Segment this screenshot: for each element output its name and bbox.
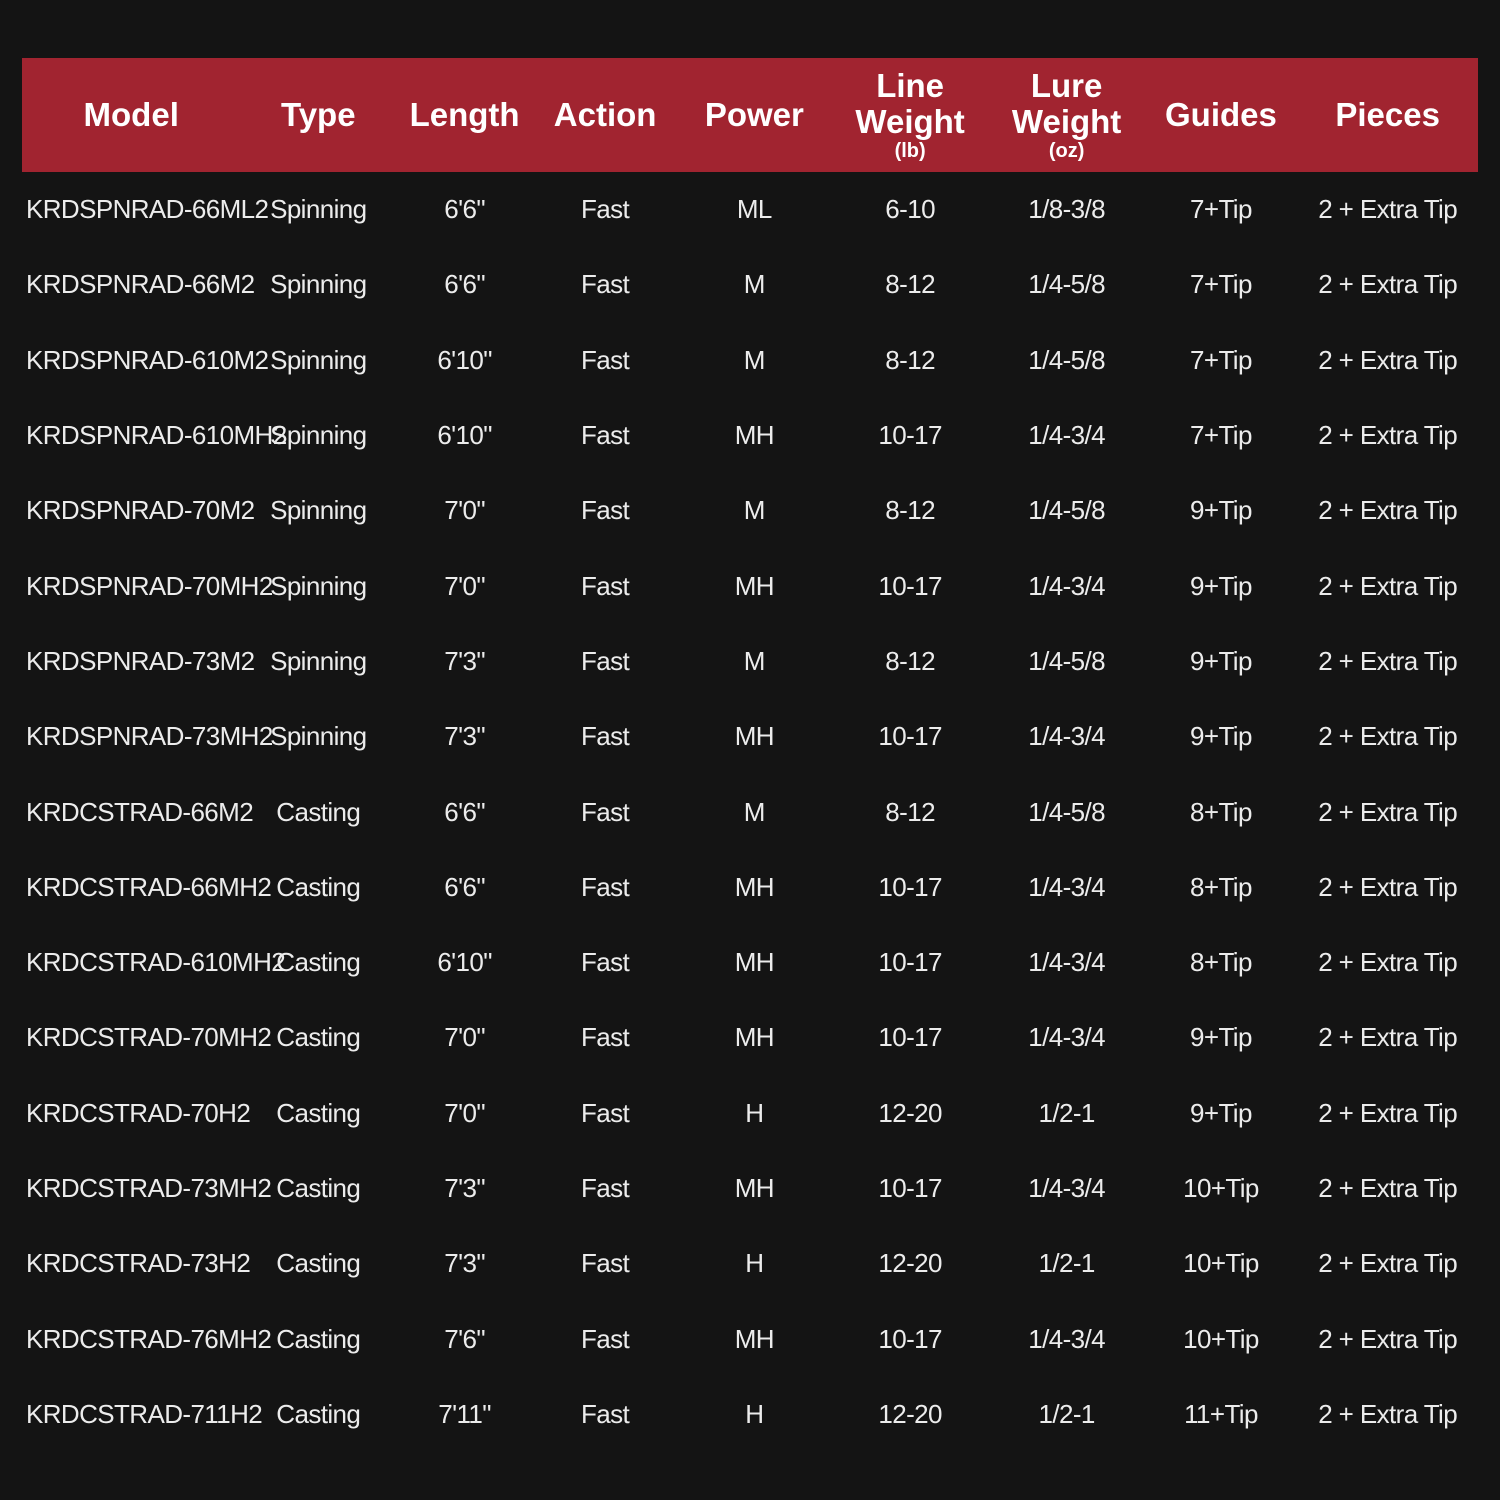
column-header-label: Guides [1165, 96, 1277, 134]
column-header-length [396, 97, 533, 133]
cell-guides: 10+Tip [1183, 1323, 1259, 1354]
cell-power: MH [734, 420, 774, 451]
cell-pieces: 2 + Extra Tip [1318, 947, 1458, 978]
column-header-label: Length [409, 96, 520, 134]
cell-action: Fast [581, 344, 630, 375]
cell-power: MH [734, 570, 774, 601]
cell-guides: 9+Tip [1190, 570, 1252, 601]
cell-type: Spinning [270, 194, 367, 225]
cell-guides: 9+Tip [1190, 1097, 1252, 1128]
column-header-line-weight [832, 68, 989, 161]
cell-pieces: 2 + Extra Tip [1318, 1022, 1458, 1053]
cell-power: M [743, 269, 765, 300]
cell-lure-weight: 1/4-5/8 [1028, 344, 1105, 375]
cell-lure-weight: 1/2-1 [1038, 1398, 1095, 1429]
table-row [22, 1151, 1478, 1226]
cell-guides: 9+Tip [1190, 495, 1252, 526]
cell-lure-weight: 1/4-5/8 [1028, 495, 1105, 526]
table-row [22, 1000, 1478, 1075]
cell-lure-weight: 1/4-3/4 [1028, 947, 1105, 978]
table-row [22, 925, 1478, 1000]
cell-pieces: 2 + Extra Tip [1318, 645, 1458, 676]
cell-line-weight: 12-20 [878, 1097, 942, 1128]
column-header-label: Type [280, 96, 356, 134]
cell-pieces: 2 + Extra Tip [1318, 420, 1458, 451]
cell-pieces: 2 + Extra Tip [1318, 1248, 1458, 1279]
cell-type: Casting [276, 1323, 361, 1354]
cell-model: KRDCSTRAD-610MH2 [26, 947, 286, 978]
cell-lure-weight: 1/4-3/4 [1028, 871, 1105, 902]
cell-line-weight: 10-17 [878, 721, 942, 752]
cell-length: 6'10" [437, 420, 492, 451]
table-row [22, 548, 1478, 623]
cell-action: Fast [581, 1022, 630, 1053]
cell-length: 7'6" [444, 1323, 485, 1354]
cell-length: 7'3" [444, 1173, 485, 1203]
table-row [22, 624, 1478, 699]
cell-pieces: 2 + Extra Tip [1318, 871, 1458, 902]
cell-line-weight: 10-17 [878, 947, 942, 978]
cell-action: Fast [581, 947, 630, 978]
cell-pieces: 2 + Extra Tip [1318, 796, 1458, 827]
cell-model: KRDCSTRAD-66M2 [26, 796, 254, 827]
cell-action: Fast [581, 796, 630, 827]
cell-length: 6'6" [444, 194, 485, 225]
cell-power: MH [734, 947, 774, 978]
cell-pieces: 2 + Extra Tip [1318, 344, 1458, 375]
column-header-guides [1145, 97, 1298, 133]
cell-action: Fast [581, 495, 630, 526]
cell-model: KRDCSTRAD-76MH2 [26, 1323, 272, 1354]
cell-line-weight: 12-20 [878, 1248, 942, 1279]
cell-model: KRDSPNRAD-70MH2 [26, 570, 273, 601]
cell-line-weight: 8-12 [885, 645, 935, 676]
cell-pieces: 2 + Extra Tip [1318, 269, 1458, 300]
column-header-label: Action [553, 96, 657, 134]
cell-action: Fast [581, 871, 630, 902]
cell-action: Fast [581, 420, 630, 451]
cell-guides: 9+Tip [1190, 645, 1252, 676]
table-row [22, 172, 1478, 247]
cell-pieces: 2 + Extra Tip [1318, 721, 1458, 752]
cell-model: KRDCSTRAD-66MH2 [26, 871, 272, 902]
cell-lure-weight: 1/4-5/8 [1028, 796, 1105, 827]
cell-type: Casting [276, 1097, 361, 1128]
cell-model: KRDCSTRAD-711H2 [26, 1398, 263, 1429]
cell-model: KRDSPNRAD-66ML2 [26, 194, 269, 225]
cell-action: Fast [581, 1323, 630, 1354]
cell-power: MH [734, 1323, 774, 1354]
cell-pieces: 2 + Extra Tip [1318, 1173, 1458, 1203]
cell-line-weight: 8-12 [885, 495, 935, 526]
column-header-label: Pieces [1335, 96, 1440, 134]
cell-lure-weight: 1/2-1 [1038, 1248, 1095, 1279]
cell-model: KRDSPNRAD-610M2 [26, 344, 269, 375]
cell-guides: 7+Tip [1190, 420, 1252, 451]
cell-length: 7'3" [444, 1248, 485, 1279]
table-row [22, 1301, 1478, 1376]
cell-model: KRDCSTRAD-73H2 [26, 1248, 251, 1279]
cell-pieces: 2 + Extra Tip [1318, 194, 1458, 225]
cell-type: Spinning [270, 344, 367, 375]
cell-line-weight: 8-12 [885, 344, 935, 375]
cell-lure-weight: 1/4-5/8 [1028, 645, 1105, 676]
column-header-power [677, 97, 831, 133]
cell-guides: 10+Tip [1183, 1248, 1259, 1279]
cell-lure-weight: 1/4-3/4 [1028, 1323, 1105, 1354]
cell-power: MH [734, 721, 774, 752]
column-header-label: Power [704, 96, 804, 134]
cell-power: M [743, 495, 765, 526]
cell-type: Casting [276, 1248, 361, 1279]
cell-power: M [743, 344, 765, 375]
cell-pieces: 2 + Extra Tip [1318, 1097, 1458, 1128]
table-row [22, 1076, 1478, 1151]
cell-lure-weight: 1/4-3/4 [1028, 1022, 1105, 1053]
cell-model: KRDSPNRAD-73MH2 [26, 721, 273, 752]
cell-power: MH [734, 871, 774, 902]
column-header-lure-weight [989, 68, 1145, 161]
cell-power: H [745, 1248, 764, 1279]
table-row [22, 850, 1478, 925]
cell-length: 7'11" [438, 1398, 491, 1429]
cell-model: KRDSPNRAD-610MH2 [26, 420, 287, 451]
table-row [22, 1377, 1478, 1452]
cell-action: Fast [581, 721, 630, 752]
cell-guides: 7+Tip [1190, 194, 1252, 225]
cell-length: 7'0" [444, 495, 485, 526]
cell-type: Casting [276, 796, 361, 827]
column-header-model [22, 97, 240, 133]
cell-guides: 8+Tip [1190, 947, 1252, 978]
column-header-label: Lure Weight [1011, 67, 1122, 140]
column-header-unit: (lb) [894, 139, 926, 162]
cell-power: H [745, 1097, 764, 1128]
table-row [22, 473, 1478, 548]
cell-line-weight: 10-17 [878, 1022, 942, 1053]
cell-length: 6'10" [437, 344, 492, 375]
cell-lure-weight: 1/4-5/8 [1028, 269, 1105, 300]
cell-pieces: 2 + Extra Tip [1318, 1398, 1458, 1429]
cell-model: KRDSPNRAD-73M2 [26, 645, 255, 676]
cell-type: Spinning [270, 495, 367, 526]
cell-type: Casting [276, 871, 361, 902]
cell-guides: 8+Tip [1190, 796, 1252, 827]
cell-type: Spinning [270, 420, 367, 451]
cell-type: Casting [276, 947, 361, 978]
cell-line-weight: 10-17 [878, 871, 942, 902]
cell-power: ML [736, 194, 772, 225]
cell-type: Casting [276, 1398, 361, 1429]
cell-guides: 7+Tip [1190, 344, 1252, 375]
table-body [22, 172, 1478, 1452]
cell-length: 6'6" [444, 871, 485, 902]
cell-line-weight: 10-17 [878, 420, 942, 451]
cell-model: KRDSPNRAD-66M2 [26, 269, 255, 300]
table-row [22, 323, 1478, 398]
cell-line-weight: 10-17 [878, 1173, 942, 1203]
table-row [22, 398, 1478, 473]
cell-power: M [743, 645, 765, 676]
cell-action: Fast [581, 1173, 630, 1203]
cell-length: 7'0" [444, 1097, 485, 1128]
table-row [22, 1226, 1478, 1301]
cell-lure-weight: 1/4-3/4 [1028, 420, 1105, 451]
cell-type: Casting [276, 1173, 361, 1203]
cell-model: KRDCSTRAD-73MH2 [26, 1173, 272, 1203]
cell-power: H [745, 1398, 764, 1429]
cell-length: 7'3" [444, 721, 485, 752]
cell-guides: 9+Tip [1190, 1022, 1252, 1053]
cell-lure-weight: 1/4-3/4 [1028, 1173, 1105, 1203]
cell-action: Fast [581, 570, 630, 601]
cell-lure-weight: 1/4-3/4 [1028, 570, 1105, 601]
cell-length: 6'10" [437, 947, 492, 978]
cell-pieces: 2 + Extra Tip [1318, 495, 1458, 526]
cell-model: KRDSPNRAD-70M2 [26, 495, 255, 526]
cell-line-weight: 8-12 [885, 796, 935, 827]
cell-type: Spinning [270, 269, 367, 300]
cell-pieces: 2 + Extra Tip [1318, 1323, 1458, 1354]
column-header-type [240, 97, 396, 133]
cell-action: Fast [581, 194, 630, 225]
cell-type: Spinning [270, 721, 367, 752]
cell-guides: 10+Tip [1183, 1173, 1259, 1203]
cell-lure-weight: 1/4-3/4 [1028, 721, 1105, 752]
cell-type: Spinning [270, 570, 367, 601]
column-header-pieces [1297, 97, 1478, 133]
cell-model: KRDCSTRAD-70H2 [26, 1097, 251, 1128]
cell-power: MH [734, 1022, 774, 1053]
cell-length: 7'0" [444, 1022, 485, 1053]
cell-line-weight: 8-12 [885, 269, 935, 300]
table-row [22, 699, 1478, 774]
cell-pieces: 2 + Extra Tip [1318, 570, 1458, 601]
table-row [22, 774, 1478, 849]
cell-power: M [743, 796, 765, 827]
cell-type: Spinning [270, 645, 367, 676]
cell-line-weight: 6-10 [885, 194, 935, 225]
table-header-row [22, 58, 1478, 172]
cell-guides: 7+Tip [1190, 269, 1252, 300]
cell-guides: 11+Tip [1184, 1398, 1258, 1429]
cell-length: 7'0" [444, 570, 485, 601]
cell-action: Fast [581, 645, 630, 676]
cell-action: Fast [581, 1248, 630, 1279]
cell-guides: 9+Tip [1190, 721, 1252, 752]
cell-type: Casting [276, 1022, 361, 1053]
cell-action: Fast [581, 269, 630, 300]
cell-power: MH [734, 1173, 774, 1203]
cell-line-weight: 10-17 [878, 1323, 942, 1354]
cell-length: 7'3" [444, 645, 485, 676]
column-header-action [533, 97, 677, 133]
spec-table [22, 58, 1478, 1452]
cell-guides: 8+Tip [1190, 871, 1252, 902]
table-row [22, 247, 1478, 322]
cell-lure-weight: 1/8-3/8 [1028, 194, 1105, 225]
cell-line-weight: 10-17 [878, 570, 942, 601]
column-header-unit: (oz) [1048, 139, 1085, 162]
cell-action: Fast [581, 1097, 630, 1128]
cell-lure-weight: 1/2-1 [1038, 1097, 1095, 1128]
cell-model: KRDCSTRAD-70MH2 [26, 1022, 272, 1053]
cell-action: Fast [581, 1398, 630, 1429]
column-header-label: Line Weight [855, 67, 965, 140]
cell-length: 6'6" [444, 269, 485, 300]
cell-line-weight: 12-20 [878, 1398, 942, 1429]
column-header-label: Model [83, 96, 179, 134]
cell-length: 6'6" [444, 796, 485, 827]
